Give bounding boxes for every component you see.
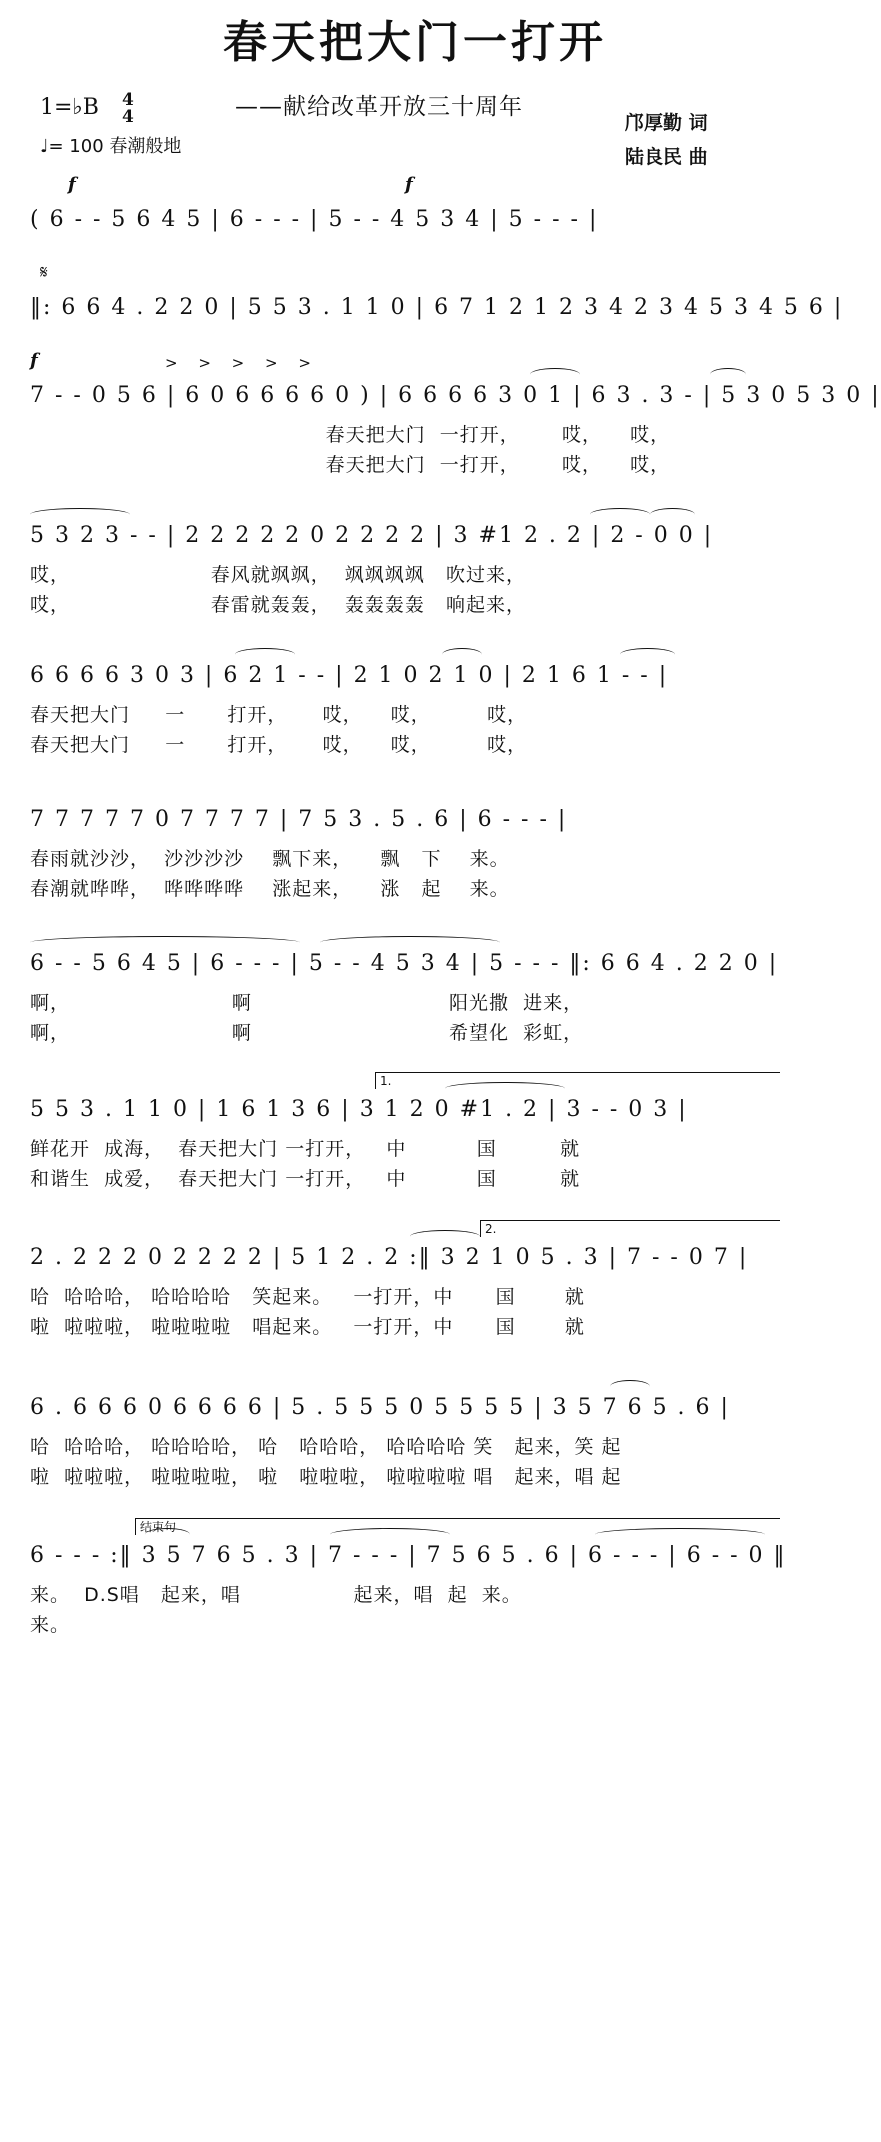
notation-line: 7 7 7 7 7 0 7 7 7 7 | 7 5 3 . 5 . 6 | 6 - - - | (30, 807, 568, 832)
time-signature (122, 92, 134, 126)
ending-bracket: 结束句 (135, 1518, 780, 1535)
key-signature: 1=♭B (40, 95, 99, 120)
segno-icon: 𝄋 (40, 262, 48, 283)
lyric-verse-1: 哎， 春风就飒飒， 飒飒飒飒 吹过来， (30, 564, 526, 586)
lyric-verse-1: 春天把大门 一打开， 哎， 哎， (30, 424, 671, 446)
notation-line: 6 6 6 6 3 0 3 | 6 2 1 - - | 2 1 0 2 1 0 | 2 1 6 1 - - | (30, 663, 669, 688)
accent-marks: > > > > > (165, 354, 319, 372)
lyric-verse-1: 春雨就沙沙， 沙沙沙沙 飘下来， 飘 下 来。 (30, 848, 510, 870)
dynamic-forte: f (30, 350, 38, 371)
lyricist-credit: 邝厚勤 词 (625, 112, 708, 134)
notation-line: 6 - - - :‖ 3 5 7 6 5 . 3 | 7 - - - | 7 5 6 5 . 6 | 6 - - - | 6 - - 0 ‖ (30, 1543, 787, 1568)
song-subtitle: ——献给改革开放三十周年 (235, 94, 523, 120)
tempo-marking: ♩= 100 春潮般地 (40, 136, 182, 157)
lyric-verse-2: 春天把大门 一 打开， 哎， 哎， 哎， (30, 734, 528, 756)
lyric-verse-2: 啦 啦啦啦， 啦啦啦啦， 啦 啦啦啦， 啦啦啦啦 唱 起来，唱 起 (30, 1466, 622, 1488)
meter-top: 4 (122, 90, 134, 110)
lyric-verse-2: 啦 啦啦啦， 啦啦啦啦 唱起来。 一打开，中 国 就 (30, 1316, 585, 1338)
song-title: 春天把大门一打开 (223, 17, 607, 68)
lyric-verse-1: 啊， 啊 阳光撒 进来， (30, 992, 584, 1014)
lyric-verse-2: 春潮就哗哗， 哗哗哗哗 涨起来， 涨 起 来。 (30, 878, 510, 900)
notation-line: ( 6 - - 5 6 4 5 | 6 - - - | 5 - - 4 5 3 4 | 5 - - - | (30, 207, 599, 232)
dynamic-forte: f (68, 174, 76, 195)
notation-line: 7 - - 0 5 6 | 6 0 6 6 6 6 0 ) | 6 6 6 6 3 0 1 | 6 3 . 3 - | 5 3 0 5 3 0 | (30, 383, 881, 408)
lyric-verse-2: 来。 (30, 1614, 71, 1636)
lyric-verse-2: 哎， 春雷就轰轰， 轰轰轰轰 响起来， (30, 594, 526, 616)
lyric-verse-1: 哈 哈哈哈， 哈哈哈哈 笑起来。 一打开，中 国 就 (30, 1286, 585, 1308)
dynamic-forte: f (405, 174, 413, 195)
lyric-verse-1: 鲜花开 成海， 春天把大门 一打开， 中 国 就 (30, 1138, 581, 1160)
volta-bracket-2: 2. (480, 1220, 780, 1237)
notation-line: 2 . 2 2 2 0 2 2 2 2 | 5 1 2 . 2 :‖ 3 2 1 0 5 . 3 | 7 - - 0 7 | (30, 1245, 749, 1270)
meter-bottom: 4 (122, 107, 134, 127)
volta-bracket-1: 1. (375, 1072, 780, 1089)
composer-credit: 陆良民 曲 (625, 146, 708, 168)
notation-line: 5 3 2 3 - - | 2 2 2 2 2 0 2 2 2 2 | 3 #1 2 . 2 | 2 - 0 0 | (30, 523, 714, 548)
lyric-verse-2: 春天把大门 一打开， 哎， 哎， (30, 454, 671, 476)
lyric-verse-2: 和谐生 成爱， 春天把大门 一打开， 中 国 就 (30, 1168, 581, 1190)
notation-line: 6 . 6 6 6 0 6 6 6 6 | 5 . 5 5 5 0 5 5 5 5 | 3 5 7 6 5 . 6 | (30, 1395, 730, 1420)
lyric-verse-1: 哈 哈哈哈， 哈哈哈哈， 哈 哈哈哈， 哈哈哈哈 笑 起来，笑 起 (30, 1436, 622, 1458)
lyric-verse-1: 春天把大门 一 打开， 哎， 哎， 哎， (30, 704, 528, 726)
notation-line: 6 - - 5 6 4 5 | 6 - - - | 5 - - 4 5 3 4 | 5 - - - ‖: 6 6 4 . 2 2 0 | (30, 951, 779, 976)
lyric-verse-1: 来。 D.S唱 起来，唱 起来，唱 起 来。 (30, 1584, 522, 1606)
notation-line: 5 5 3 . 1 1 0 | 1 6 1 3 6 | 3 1 2 0 #1 . 2 | 3 - - 0 3 | (30, 1097, 688, 1122)
lyric-verse-2: 啊， 啊 希望化 彩虹， (30, 1022, 584, 1044)
notation-line: ‖: 6 6 4 . 2 2 0 | 5 5 3 . 1 1 0 | 6 7 1 2 1 2 3 4 2 3 4 5 3 4 5 6 | (30, 295, 844, 320)
